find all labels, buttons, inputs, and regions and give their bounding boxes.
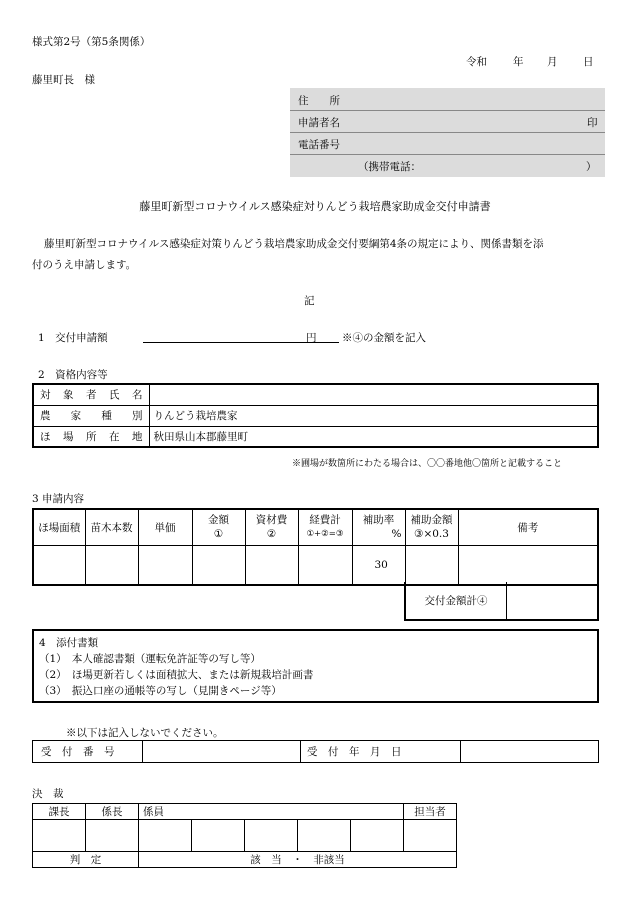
receipt-date-value[interactable] (461, 741, 599, 763)
receipt-date-label: 受 付 年 月 日 (301, 741, 461, 763)
attachment-item-1: （1） 本人確認書類（運転免許証等の写し等） (39, 653, 261, 665)
kakaricho-stamp[interactable] (86, 820, 139, 852)
intro-line2: 付のうえ申請します。 (32, 259, 137, 271)
section3-label: 3 申請内容 (32, 493, 85, 505)
kakariin-stamp-2[interactable] (192, 820, 245, 852)
applicant-box (290, 88, 605, 177)
kakaricho-label: 係長 (86, 804, 139, 820)
value-farm-type[interactable]: りんどう栽培農家 (149, 405, 598, 426)
date-month: 月 (547, 56, 558, 68)
label-farm-type: 農家種別 (40, 410, 143, 422)
kakariin-label: 係員 (139, 804, 404, 820)
date-day: 日 (583, 56, 594, 68)
cell-unit-price[interactable] (138, 545, 192, 585)
receipt-table (32, 740, 599, 763)
col-amount: 金額 ① (192, 509, 245, 545)
document-title: 藤里町新型コロナウイルス感染症対りんどう栽培農家助成金交付申請書 (139, 200, 491, 213)
attachments-box (32, 629, 599, 703)
hantei-result[interactable]: 該 当 ・ 非該当 (139, 852, 457, 868)
application-table (32, 508, 599, 586)
kacho-stamp[interactable] (33, 820, 86, 852)
section1-label: 1 交付申請額 (38, 332, 108, 344)
kakariin-stamp-1[interactable] (139, 820, 192, 852)
phone-label: 電話番号 (298, 139, 340, 151)
cell-seedling-count[interactable] (85, 545, 138, 585)
total-box (404, 582, 599, 621)
qualification-table (32, 383, 599, 448)
seal-mark: 印 (587, 117, 598, 129)
attachment-item-3: （3） 振込口座の通帳等の写し（見開きページ等） (39, 685, 282, 697)
col-subsidy-rate: 補助率 % (352, 509, 405, 545)
cell-amount[interactable] (192, 545, 245, 585)
kacho-label: 課長 (33, 804, 86, 820)
col-unit-price: 単価 (138, 509, 192, 545)
approval-label: 決 裁 (32, 788, 64, 800)
yen-label: 円 (306, 332, 317, 344)
col-field-area: ほ場面積 (33, 509, 85, 545)
label-target-name: 対象者氏名 (40, 389, 143, 402)
value-target-name[interactable] (149, 384, 598, 405)
kakariin-stamp-3[interactable] (245, 820, 298, 852)
col-expense-total: 経費計 ①+②=③ (298, 509, 352, 545)
receipt-number-label: 受 付 番 号 (33, 741, 143, 763)
kakariin-stamp-5[interactable] (351, 820, 404, 852)
address-label: 住 所 (298, 95, 340, 107)
col-remarks: 備考 (458, 509, 598, 545)
ki-heading: 記 (304, 295, 315, 307)
value-field-location[interactable]: 秋田県山本郡藤里町 (149, 426, 598, 447)
date-era: 令和 (466, 56, 487, 68)
col-seedling-count: 苗木本数 (85, 509, 138, 545)
approval-table (32, 803, 457, 868)
tantosha-label: 担当者 (404, 804, 457, 820)
mobile-close: ） (586, 161, 597, 173)
cell-expense-total[interactable] (298, 545, 352, 585)
receipt-number-value[interactable] (143, 741, 301, 763)
hantei-label: 判 定 (33, 852, 139, 868)
addressee: 藤里町長 様 (32, 74, 95, 86)
tantosha-stamp[interactable] (404, 820, 457, 852)
label-field-location: ほ場所在地 (40, 430, 143, 443)
amount-note: ※④の金額を記入 (342, 332, 426, 344)
cell-field-area[interactable] (33, 545, 85, 585)
section4-label: 4 添付書類 (39, 637, 99, 649)
intro-line1: 藤里町新型コロナウイルス感染症対策りんどう栽培農家助成金交付要綱第4条の規定により、関係書類を添 (44, 238, 544, 250)
col-material-cost: 資材費 ② (245, 509, 298, 545)
applicant-name-label: 申請者名 (298, 117, 340, 129)
date-year: 年 (513, 56, 524, 68)
total-label: 交付金額計④ (406, 582, 507, 619)
attachment-item-2: （2） ほ場更新若しくは面積拡大、または新規栽培計画書 (39, 669, 314, 681)
form-number: 様式第2号（第5条関係） (32, 36, 151, 48)
office-note: ※以下は記入しないでください。 (66, 727, 224, 739)
cell-subsidy-amount[interactable] (405, 545, 458, 585)
cell-material-cost[interactable] (245, 545, 298, 585)
field-note: ※圃場が数箇所にわたる場合は、〇〇番地他〇箇所と記載すること (292, 459, 563, 469)
col-subsidy-amount: 補助金額 ③×0.3 (405, 509, 458, 545)
total-value[interactable] (507, 582, 597, 619)
section2-label: 2 資格内容等 (38, 369, 108, 381)
cell-subsidy-rate[interactable]: 30 (352, 545, 405, 585)
cell-remarks[interactable] (458, 545, 598, 585)
kakariin-stamp-4[interactable] (298, 820, 351, 852)
mobile-label: （携帯電話： (358, 161, 421, 173)
